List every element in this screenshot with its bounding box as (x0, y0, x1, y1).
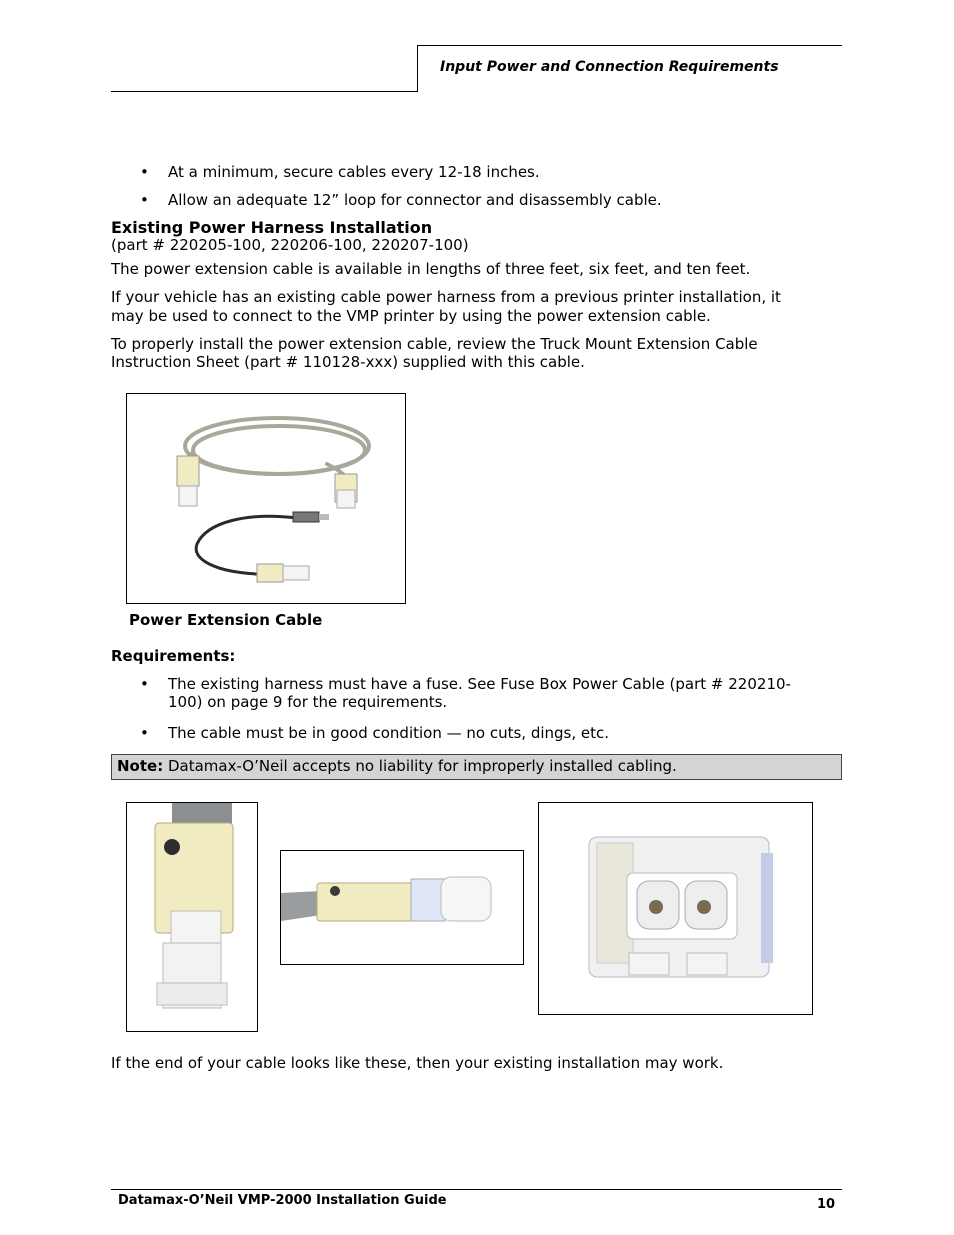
requirements-heading: Requirements: (111, 647, 236, 665)
section-heading: Existing Power Harness Installation (111, 218, 433, 237)
bullet-item: Allow an adequate 12” loop for connector and disassembly cable. (168, 191, 662, 209)
cable-illustration (127, 394, 405, 603)
bullet-icon: • (140, 191, 149, 209)
section-subheading: (part # 220205-100, 220206-100, 220207-100) (111, 236, 469, 254)
header-divider (417, 45, 418, 92)
paragraph: The power extension cable is available in lengths of three feet, six feet, and ten feet. (111, 260, 751, 278)
closing-paragraph: If the end of your cable looks like these, then your existing installation may work. (111, 1054, 724, 1072)
paragraph: If your vehicle has an existing cable power harness from a previous printer installation, it (111, 288, 781, 306)
bullet-icon: • (140, 675, 149, 693)
connector-front-illustration (539, 803, 812, 1014)
bullet-icon: • (140, 724, 149, 742)
note-body: Datamax-O’Neil accepts no liability for improperly installed cabling. (163, 757, 677, 775)
connector-side-illustration (127, 803, 257, 1031)
connector-profile-photo (280, 850, 524, 965)
page-number: 10 (817, 1197, 836, 1212)
connector-front-photo (538, 802, 813, 1015)
note-text (117, 757, 677, 775)
paragraph: To properly install the power extension cable, review the Truck Mount Extension Cable (111, 335, 758, 353)
bullet-item: At a minimum, secure cables every 12-18 inches. (168, 163, 540, 181)
connector-profile-illustration (281, 851, 523, 964)
header-bottom-rule (111, 91, 418, 92)
footer-rule (111, 1189, 842, 1190)
connector-side-photo (126, 802, 258, 1032)
note-callout (111, 754, 842, 780)
header-top-rule (417, 45, 842, 46)
paragraph: Instruction Sheet (part # 110128-xxx) supplied with this cable. (111, 353, 585, 371)
note-label: Note: (117, 757, 164, 775)
requirement-item: The existing harness must have a fuse. See Fuse Box Power Cable (part # 220210- (168, 675, 791, 693)
figure-caption: Power Extension Cable (129, 611, 323, 629)
footer-guide-title: Datamax-O’Neil VMP-2000 Installation Guide (118, 1193, 447, 1208)
bullet-icon: • (140, 163, 149, 181)
requirement-item-cont: 100) on page 9 for the requirements. (168, 693, 448, 711)
requirement-item: The cable must be in good condition — no cuts, dings, etc. (168, 724, 610, 742)
power-extension-cable-photo (126, 393, 406, 604)
page-header-title: Input Power and Connection Requirements (440, 59, 779, 75)
paragraph: may be used to connect to the VMP printer by using the power extension cable. (111, 307, 711, 325)
